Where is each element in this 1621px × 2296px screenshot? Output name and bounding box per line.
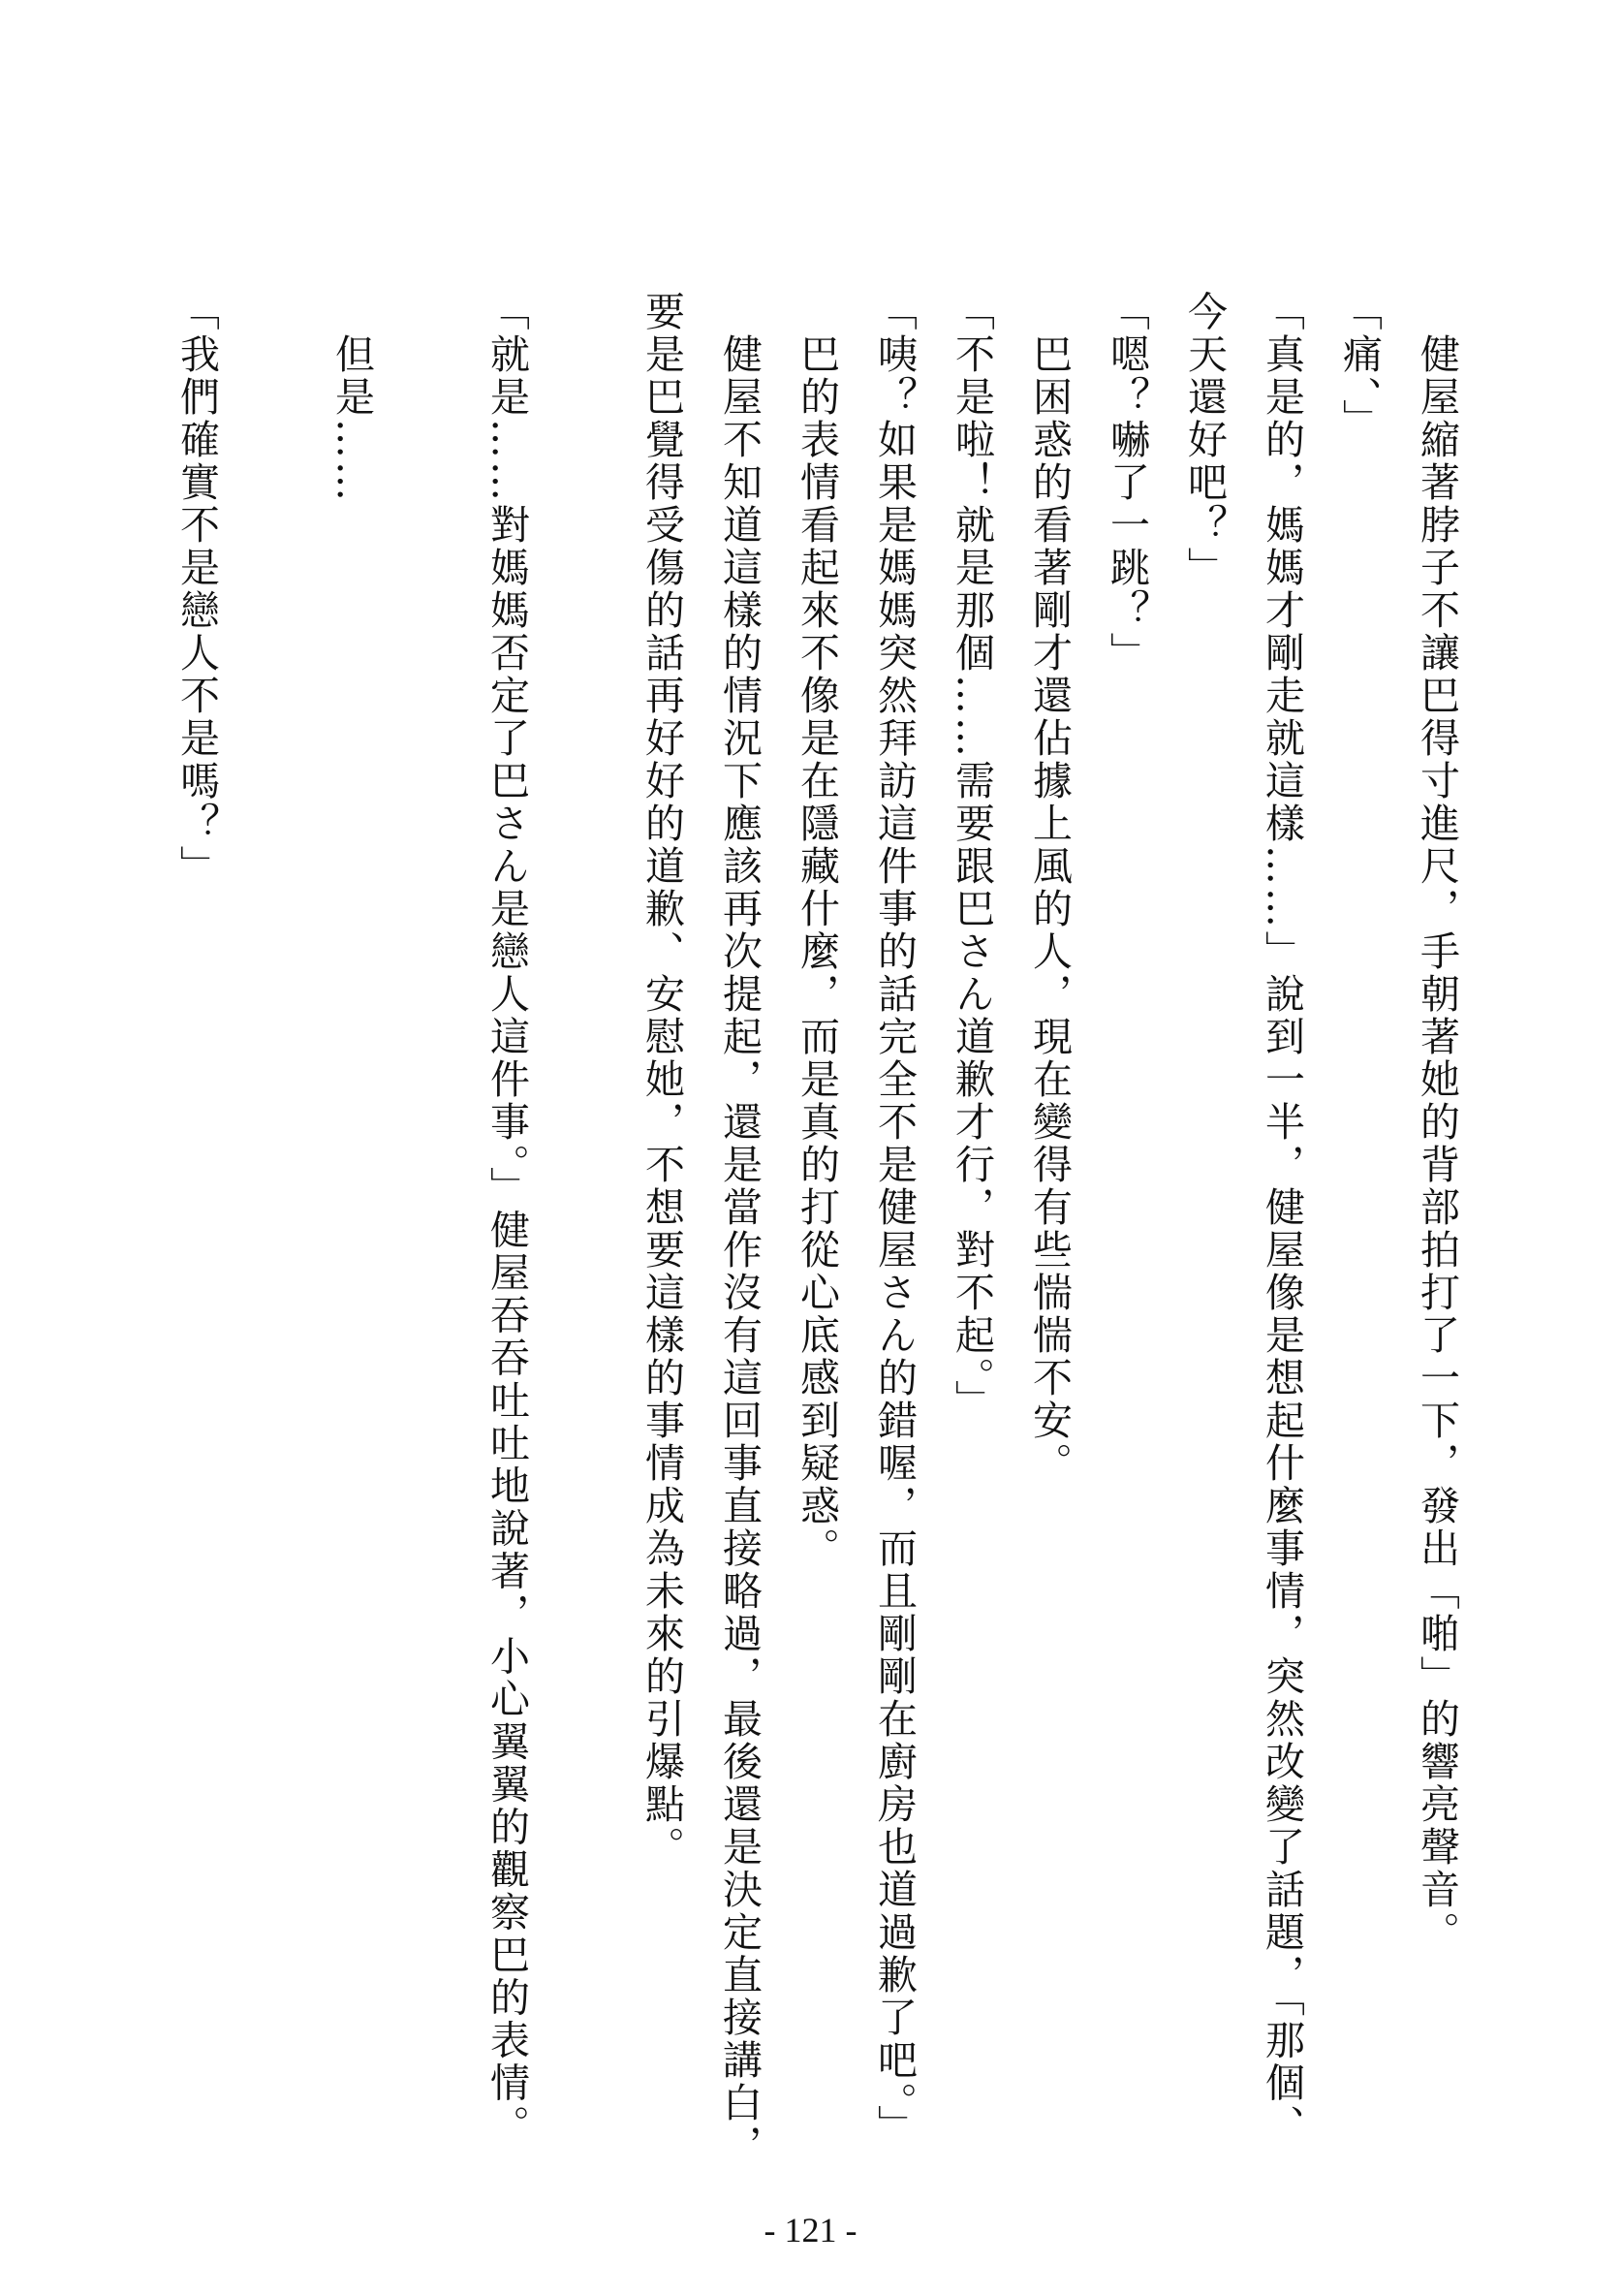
text-line: 健屋縮著脖子不讓巴得寸進尺，手朝著她的背部拍打了一下，發出「啪」的響亮聲音。 [1414,291,1460,1954]
blank-line [390,291,468,2181]
text-line: 「痛、」 [1336,291,1383,442]
text-line: 巴的表情看起來不像是在隱藏什麼，而是真的打從心底感到疑惑。 [794,291,840,1570]
text-line: 要是巴覺得受傷的話再好好的道歉、安慰她，不想要這樣的事情成為未來的引爆點。 [639,291,685,1869]
text-line: 「嗯？嚇了一跳？」 [1104,291,1150,675]
blank-line [235,291,313,2181]
text-line: 「就是……對媽媽否定了巴さん是戀人這件事。」健屋吞吞吐吐地說著，小心翼翼的觀察巴的表情。 [483,291,530,2148]
blank-line [546,291,623,2181]
text-line: 「我們確實不是戀人不是嗎？」 [173,291,220,888]
page-number: - 121 - [764,2211,857,2249]
text-line: 「咦？如果是媽媽突然拜訪這件事的話完全不是健屋さん的錯喔，而且剛剛在廚房也道過歉了吧。」 [871,291,918,2148]
vertical-text-block [119,291,1476,2181]
text-line: 巴困惑的看著剛才還佔據上風的人，現在變得有些惴惴不安。 [1026,291,1073,1485]
text-line: 健屋不知道這樣的情況下應該再次提起，還是當作沒有這回事直接略過，最後還是決定直接講白， [716,291,763,2167]
text-line: 今天還好吧？」 [1181,291,1228,589]
text-line: 但是…… [328,291,375,504]
text-line: 「真是的，媽媽才剛走就這樣……」說到一半，健屋像是想起什麼事情，突然改變了話題，「那個、 [1259,291,1305,2148]
text-line: 「不是啦！就是那個……需要跟巴さん道歉才行，對不起。」 [949,291,995,1423]
